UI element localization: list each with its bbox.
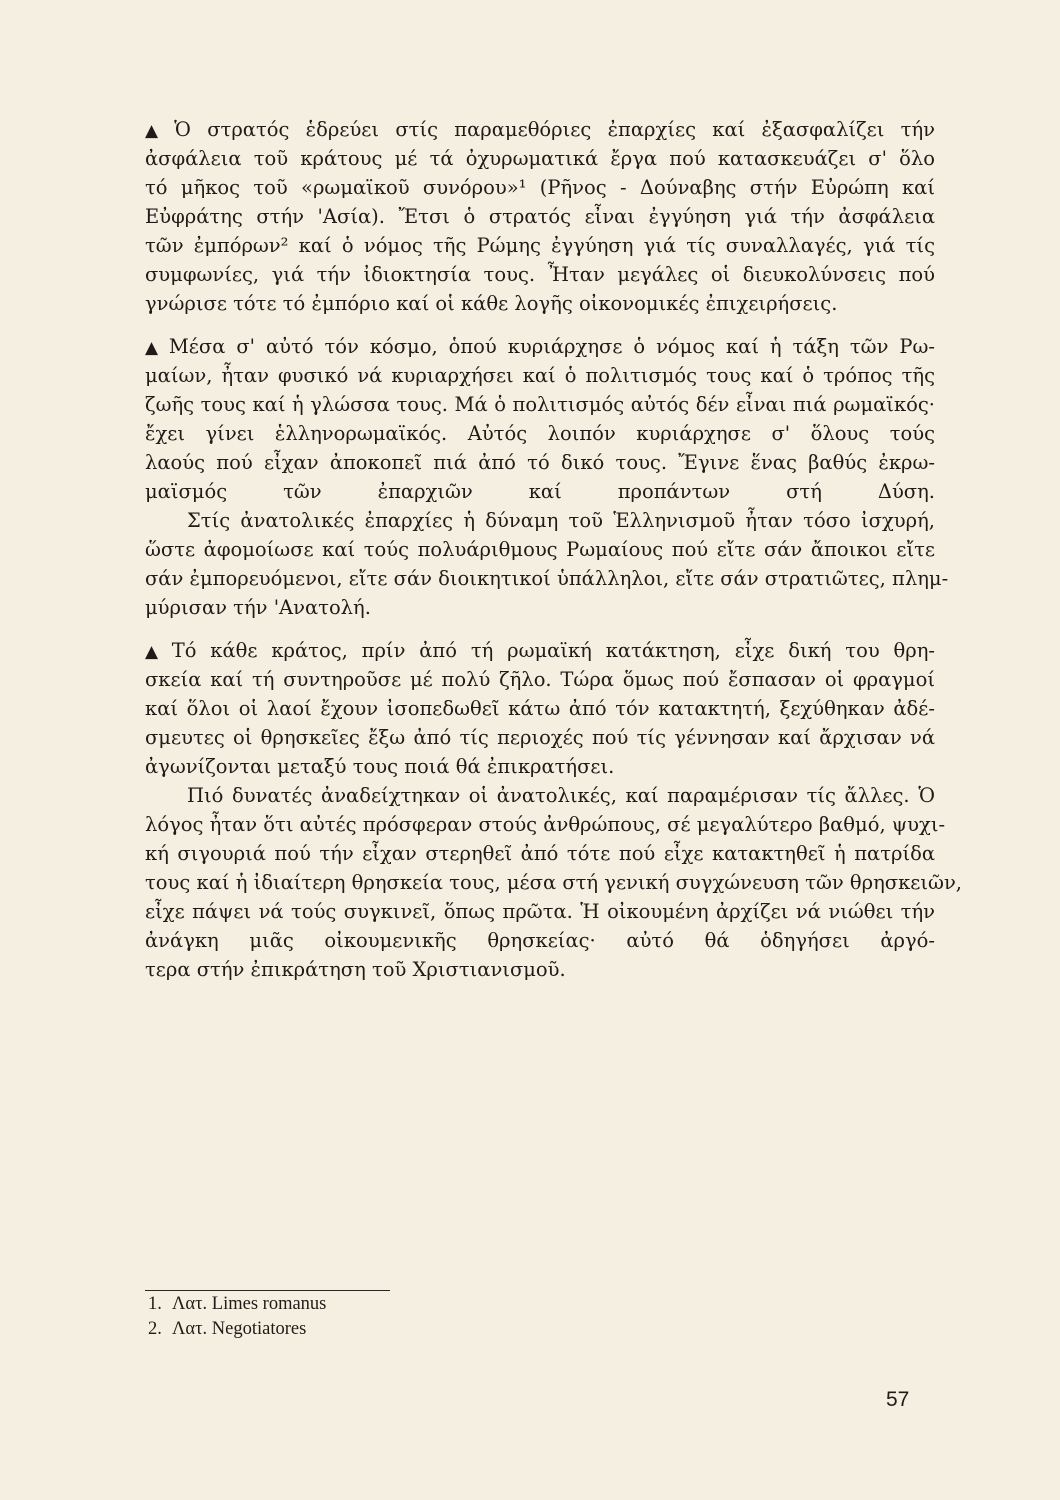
line-text: τερα στήν ἐπικράτηση τοῦ Χριστιανισμοῦ. <box>145 958 566 981</box>
text-line <box>145 231 935 260</box>
text-line <box>145 115 935 144</box>
line-text: τους καί ἡ ἰδιαίτερη θρησκεία τους, μέσα στή γενική συγχώνευση τῶν θρησκειῶν, <box>145 871 962 894</box>
text-line <box>145 506 935 535</box>
line-text: Ὁ στρατός ἑδρεύει στίς παραμεθόριες ἐπαρχίες καί ἐξασφαλίζει τήν <box>174 118 935 141</box>
text-line <box>145 477 935 506</box>
text-line <box>145 332 935 361</box>
line-text: μαϊσμός τῶν ἐπαρχιῶν καί προπάντων στή Δύση. <box>145 480 935 503</box>
text-line <box>145 390 935 419</box>
line-text: σάν ἐμπορευόμενοι, εἴτε σάν διοικητικοί ὑπάλληλοι, εἴτε σάν στρατιῶτες, πλημ- <box>145 567 949 590</box>
line-text: ζωῆς τους καί ἡ γλώσσα τους. Μά ὁ πολιτισμός αὐτός δέν εἶναι πιά ρωμαϊκός· <box>145 393 935 416</box>
text-line <box>145 593 935 622</box>
text-line <box>145 289 935 318</box>
text-line <box>145 202 935 231</box>
body-text <box>145 115 962 984</box>
text-line <box>145 926 935 955</box>
line-text: ἀνάγκη μιᾶς οἰκουμενικῆς θρησκείας· αὐτό θά ὁδηγήσει ἀργό- <box>145 929 935 952</box>
line-text: μύρισαν τήν 'Ανατολή. <box>145 596 371 619</box>
line-text: λαούς πού εἶχαν ἀποκοπεῖ πιά ἀπό τό δικό τους. Ἔγινε ἕνας βαθύς ἐκρω- <box>145 451 935 474</box>
triangle-bullet-icon: ▲ <box>145 642 166 662</box>
triangle-bullet-icon: ▲ <box>145 338 163 358</box>
triangle-bullet-icon: ▲ <box>145 121 169 141</box>
text-line <box>145 694 935 723</box>
line-text: κή σιγουριά πού τήν εἶχαν στερηθεῖ ἀπό τότε πού εἶχε κατακτηθεῖ ἡ πατρίδα <box>145 842 935 865</box>
line-text: ἀγωνίζονται μεταξύ τους ποιά θά ἐπικρατήσει. <box>145 755 615 778</box>
line-text: εἶχε πάψει νά τούς συγκινεῖ, ὅπως πρῶτα. Ἡ οἰκουμένη ἀρχίζει νά νιώθει τήν <box>145 900 935 923</box>
line-text: Τό κάθε κράτος, πρίν ἀπό τή ρωμαϊκή κατάκτηση, εἶχε δική του θρη- <box>171 639 935 662</box>
text-line <box>145 144 935 173</box>
line-text: τῶν ἐμπόρων² καί ὁ νόμος τῆς Ρώμης ἐγγύηση γιά τίς συναλλαγές, γιά τίς <box>145 234 935 257</box>
text-line <box>145 839 935 868</box>
text-line <box>145 810 946 839</box>
text-line <box>145 535 935 564</box>
text-line <box>145 868 962 897</box>
line-text: ἀσφάλεια τοῦ κράτους μέ τά ὀχυρωματικά ἔργα πού κατασκευάζει σ' ὅλο <box>145 147 935 170</box>
line-text: ἔχει γίνει ἑλληνορωμαϊκός. Αὐτός λοιπόν κυριάρχησε σ' ὅλους τούς <box>145 422 935 445</box>
text-line <box>145 361 935 390</box>
paragraph-gap <box>145 622 935 636</box>
text-line <box>145 636 935 665</box>
text-line <box>145 173 935 202</box>
page-number: 57 <box>886 1388 910 1411</box>
line-text: Στίς ἀνατολικές ἐπαρχίες ἡ δύναμη τοῦ Ἑλληνισμοῦ ἦταν τόσο ἰσχυρή, <box>187 509 935 532</box>
line-text: Πιό δυνατές ἀναδείχτηκαν οἱ ἀνατολικές, καί παραμέρισαν τίς ἄλλες. Ὁ <box>187 784 935 807</box>
line-text: ὥστε ἀφομοίωσε καί τούς πολυάριθμους Ρωμαίους πού εἴτε σάν ἄποικοι εἴτε <box>145 538 935 561</box>
footnote-1: 1. Λατ. Limes romanus <box>148 1294 327 1314</box>
line-text: γνώρισε τότε τό ἐμπόριο καί οἱ κάθε λογῆς οἰκονομικές ἐπιχειρήσεις. <box>145 292 838 315</box>
line-text: τό μῆκος τοῦ «ρωμαϊκοῦ συνόρου»¹ (Ρῆνος - Δούναβης στήν Εὐρώπη καί <box>145 176 935 199</box>
text-line <box>145 665 935 694</box>
footnote-2: 2. Λατ. Negotiatores <box>148 1319 307 1339</box>
text-line <box>145 752 935 781</box>
text-line <box>145 781 935 810</box>
line-text: Μέσα σ' αὐτό τόν κόσμο, ὁπού κυριάρχησε ὁ νόμος καί ἡ τάξη τῶν Ρω- <box>168 335 935 358</box>
line-text: μαίων, ἦταν φυσικό νά κυριαρχήσει καί ὁ πολιτισμός τους καί ὁ τρόπος τῆς <box>145 364 935 387</box>
paragraph-gap <box>145 318 935 332</box>
line-text: λόγος ἦταν ὅτι αὐτές πρόσφεραν στούς ἀνθρώπους, σέ μεγαλύτερο βαθμό, ψυχι- <box>145 813 946 836</box>
text-line <box>145 564 949 593</box>
text-line <box>145 897 935 926</box>
text-line <box>145 448 935 477</box>
line-text: σκεία καί τή συντηροῦσε μέ πολύ ζῆλο. Τώρα ὅμως πού ἔσπασαν οἱ φραγμοί <box>145 668 935 691</box>
footnote-divider <box>145 1290 390 1291</box>
text-line <box>145 260 935 289</box>
text-line <box>145 955 935 984</box>
footnotes <box>148 1292 326 1342</box>
text-line <box>145 723 935 752</box>
line-text: σμευτες οἱ θρησκεῖες ἔξω ἀπό τίς περιοχές πού τίς γέννησαν καί ἄρχισαν νά <box>145 726 935 749</box>
line-text: συμφωνίες, γιά τήν ἰδιοκτησία τους. Ἦταν μεγάλες οἱ διευκολύνσεις πού <box>145 263 935 286</box>
text-line <box>145 419 935 448</box>
line-text: καί ὅλοι οἱ λαοί ἔχουν ἰσοπεδωθεῖ κάτω ἀπό τόν κατακτητή, ξεχύθηκαν ἀδέ- <box>145 697 935 720</box>
line-text: Εὐφράτης στήν 'Ασία). Ἔτσι ὁ στρατός εἶναι ἐγγύηση γιά τήν ἀσφάλεια <box>145 205 935 228</box>
